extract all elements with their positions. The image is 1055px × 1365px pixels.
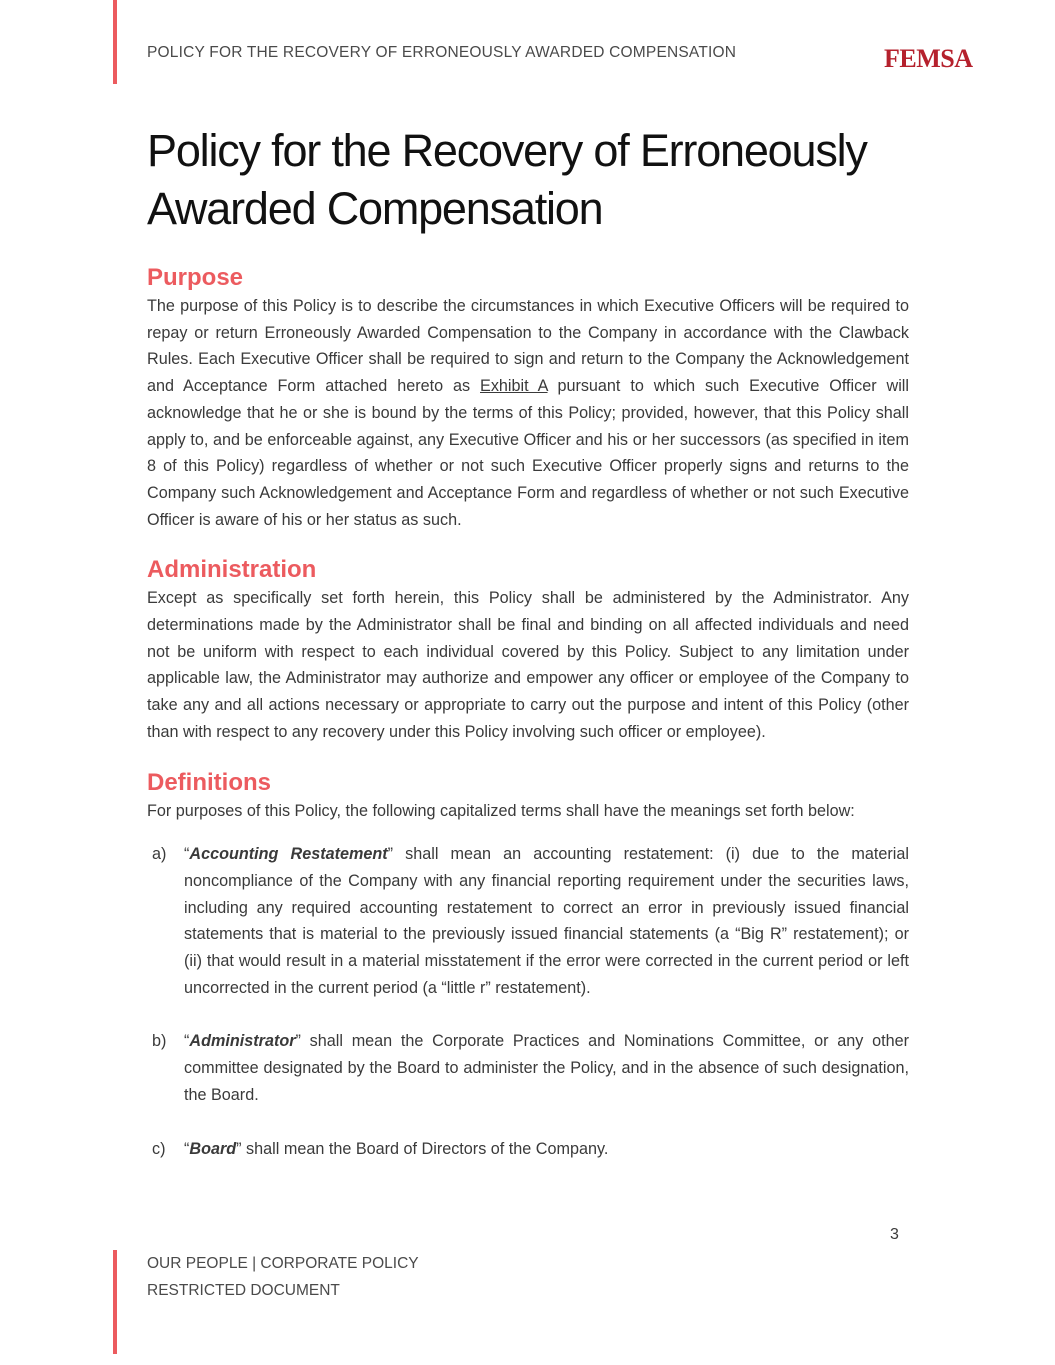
definitions-intro: For purposes of this Policy, the following capitalized terms shall have the meanings set forth below: bbox=[147, 801, 855, 820]
femsa-logo: FEMSA bbox=[884, 44, 973, 73]
list-marker: c) bbox=[152, 1139, 166, 1158]
open-quote: “ bbox=[184, 1032, 190, 1051]
footer-accent-bar bbox=[113, 1250, 117, 1354]
document-title bbox=[147, 122, 909, 238]
defined-term: Accounting Restatement bbox=[189, 845, 388, 864]
definition-body: ” shall mean an accounting restatement: (i) due to the material noncompliance of the Company with any financial reporting requirement under the securities laws, including any required accounting restatement to correct an error in previously issued financial statements that is material to the previously issued financial statements (a “Big R” restatement); or (ii) that would result in a material misstatement if the error were corrected in the current period or left uncorrected in the current period (a “little r” restatement). bbox=[184, 845, 909, 997]
administration-paragraph: Except as specifically set forth herein, this Policy shall be administered by the Administrator. Any determinations made by the Administrator shall be final and binding on all affected individuals and need not be uniform with respect to each individual covered by this Policy. Subject to any limitation under applicable law, the Administrator may authorize and empower any officer or employee of the Company to take any and all actions necessary or appropriate to carry out the purpose and intent of this Policy (other than with respect to any recovery under this Policy involving such officer or employee). bbox=[147, 589, 909, 741]
purpose-paragraph bbox=[147, 293, 909, 533]
purpose-heading: Purpose bbox=[147, 264, 244, 291]
list-marker: a) bbox=[152, 845, 167, 864]
definition-item bbox=[147, 1136, 909, 1163]
administration-heading: Administration bbox=[147, 556, 317, 584]
list-marker: b) bbox=[152, 1032, 167, 1051]
purpose-text-start: The purpose of this Policy is to describe the circumstances in which Executive Officers will be required to repay or return Erroneously Awarded Compensation to the Company in accordance with the Clawback Rules. Each Executive Officer shall be required to sign and return to the Company the Acknowledgement and Acceptance Form attached hereto as bbox=[147, 297, 909, 396]
purpose-text-end: pursuant to which such Executive Officer will acknowledge that he or she is bound by the terms of this Policy; provided, however, that this Policy shall apply to, and be enforceable against, any Executive Officer and his or her successors (as specified in item 8 of this Policy) regardless of whether or not such Executive Officer properly signs and returns to the Company such Acknowledgement and Acceptance Form and regardless of whether or not such Executive Officer is aware of his or her status as such. bbox=[147, 377, 909, 529]
open-quote: “ bbox=[184, 845, 190, 864]
defined-term: Board bbox=[189, 1139, 237, 1158]
definitions-list bbox=[147, 841, 909, 1162]
open-quote: “ bbox=[184, 1139, 190, 1158]
definitions-heading: Definitions bbox=[147, 768, 271, 796]
page-number: 3 bbox=[890, 1226, 899, 1243]
definition-text bbox=[184, 1028, 909, 1108]
footer bbox=[147, 1250, 419, 1304]
page-content bbox=[147, 122, 909, 1162]
defined-term: Administrator bbox=[189, 1032, 296, 1051]
exhibit-a-link[interactable]: Exhibit A bbox=[480, 377, 548, 396]
definition-item bbox=[147, 841, 909, 1001]
footer-line-1: OUR PEOPLE | CORPORATE POLICY bbox=[147, 1255, 419, 1272]
definition-item bbox=[147, 1028, 909, 1108]
definition-text bbox=[184, 841, 909, 1001]
definition-body: ” shall mean the Corporate Practices and Nominations Committee, or any other committee designated by the Board to administer the Policy, and in the absence of such designation, the Board. bbox=[184, 1032, 909, 1104]
definition-body: ” shall mean the Board of Directors of the Company. bbox=[236, 1139, 609, 1158]
running-header: POLICY FOR THE RECOVERY OF ERRONEOUSLY AWARDED COMPENSATION bbox=[147, 44, 737, 61]
title-line-1: Policy for the Recovery of Erroneously bbox=[147, 125, 867, 176]
header-accent-bar bbox=[113, 0, 117, 84]
title-line-2: Awarded Compensation bbox=[147, 183, 603, 234]
definition-text bbox=[184, 1136, 909, 1163]
footer-line-2: RESTRICTED DOCUMENT bbox=[147, 1282, 340, 1299]
